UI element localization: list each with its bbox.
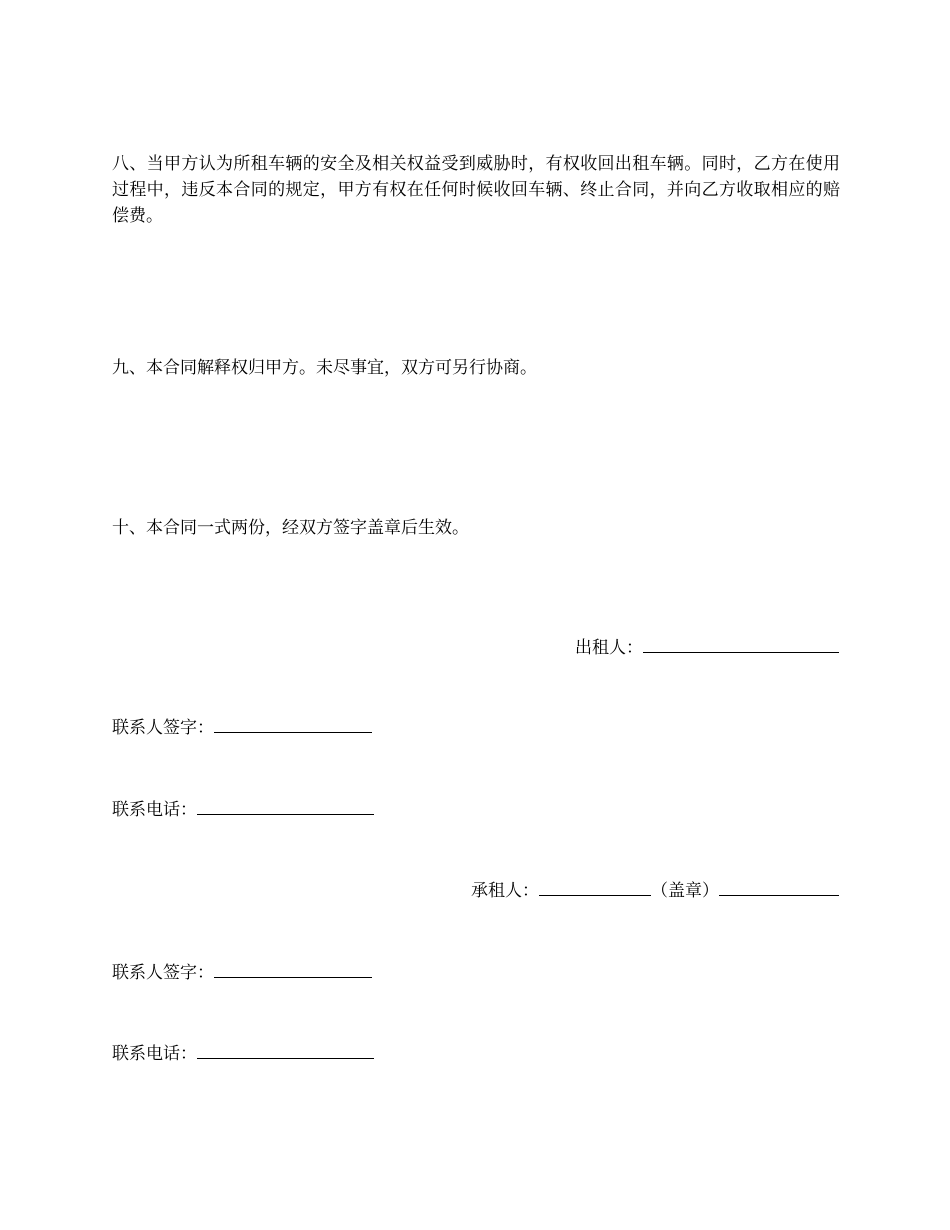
lessee-seal-label: （盖章） <box>651 881 719 901</box>
lessee-contact-phone-blank[interactable] <box>197 1042 374 1059</box>
lessee-contact-phone-line <box>112 1042 374 1066</box>
lessee-contact-sign-blank[interactable] <box>214 961 372 978</box>
lessor-contact-phone-label: 联系电话： <box>112 800 197 820</box>
lessor-signature-line <box>575 636 839 660</box>
lessee-contact-sign-line <box>112 961 372 985</box>
lessee-seal-blank[interactable] <box>719 879 839 896</box>
clause-nine: 九、本合同解释权归甲方。未尽事宜，双方可另行协商。 <box>112 358 537 378</box>
lessee-name-blank[interactable] <box>539 879 651 896</box>
lessor-contact-phone-blank[interactable] <box>197 798 374 815</box>
lessor-contact-phone-line <box>112 798 374 822</box>
lessor-contact-sign-blank[interactable] <box>214 716 372 733</box>
lessee-label: 承租人： <box>471 881 539 901</box>
clause-eight: 八、当甲方认为所租车辆的安全及相关权益受到威胁时，有权收回出租车辆。同时，乙方在使用过程中，违反本合同的规定，甲方有权在任何时候收回车辆、终止合同，并向乙方收取相应的赔偿费。 <box>112 154 840 226</box>
clause-ten: 十、本合同一式两份，经双方签字盖章后生效。 <box>112 518 469 538</box>
lessee-signature-line <box>471 879 839 903</box>
lessor-contact-sign-line <box>112 716 372 740</box>
lessee-contact-sign-label: 联系人签字： <box>112 963 214 983</box>
lessor-contact-sign-label: 联系人签字： <box>112 718 214 738</box>
lessee-contact-phone-label: 联系电话： <box>112 1044 197 1064</box>
lessor-name-blank[interactable] <box>643 636 839 653</box>
lessor-label: 出租人： <box>575 638 643 658</box>
